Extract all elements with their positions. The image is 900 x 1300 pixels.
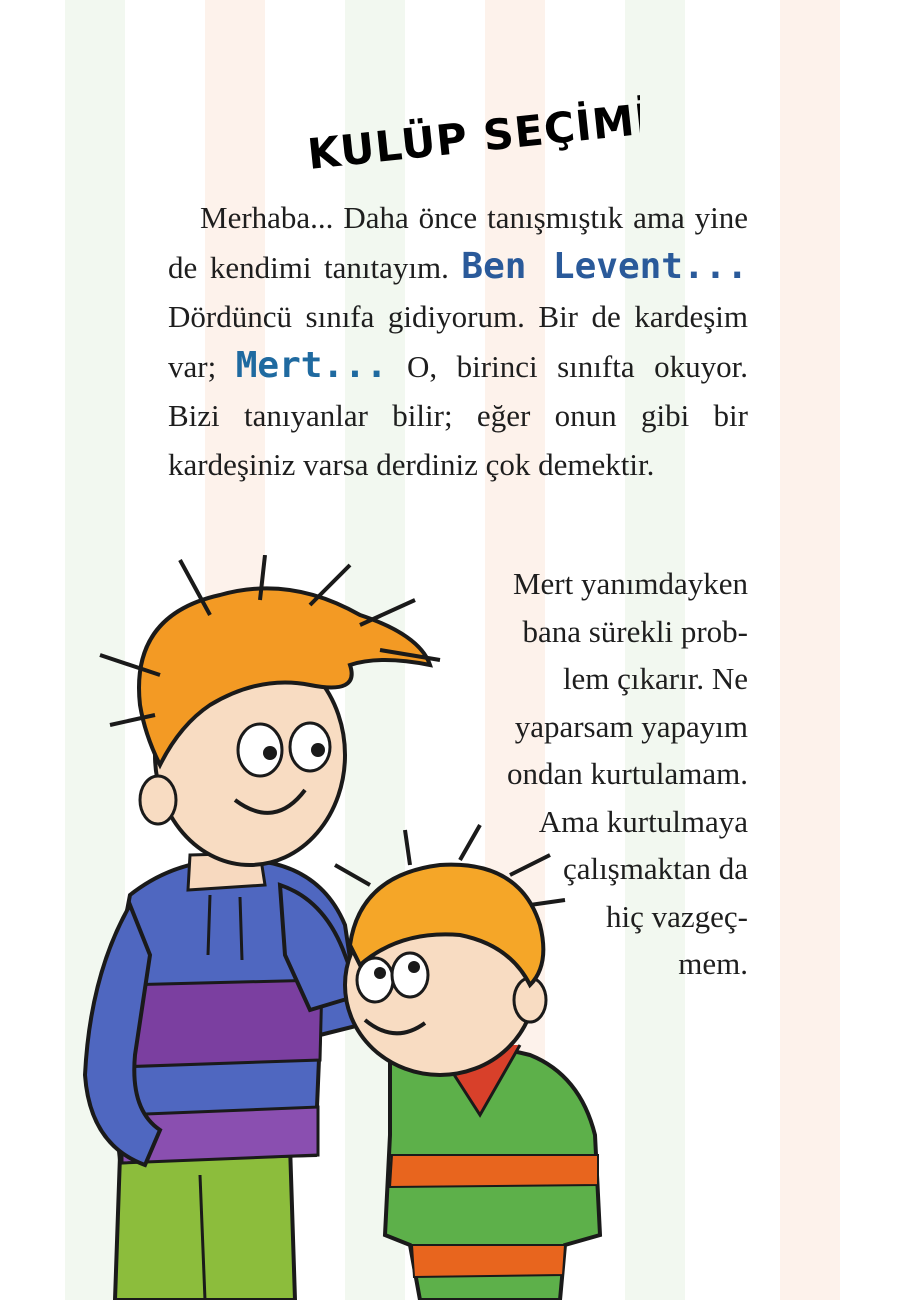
paragraph-line: bana sürekli prob- [522,613,748,649]
chapter-title-text: KULÜP SEÇİMİ [305,94,640,170]
intro-text-end: O, birinci sınıfta okuyor. Bizi tanıyanlar bilir; eğer onun gibi bir kardeşiniz varsa derdiniz çok demektir. [168,349,748,482]
younger-brother [335,825,600,1300]
paragraph-line: Mert yanımdayken [512,566,748,601]
name-levent: Ben Levent... [461,246,748,287]
paragraph-line: ondan kurtulamam. [506,756,748,791]
intro-paragraph [168,193,748,489]
paragraph-line: mem. [678,946,748,981]
chapter-title [300,90,640,170]
paragraph-line: lem çıkarır. Ne [562,661,748,696]
paragraph-line: Ama kurtulmaya [538,803,748,839]
background-stripe [780,0,840,1300]
paragraph-line: hiç vazgeç- [606,898,748,934]
intro-text-start: Merhaba... Daha önce tanışmıştık ama yine de kendimi tanıtayım. [168,200,748,285]
chapter-title-art [300,90,640,170]
intro-text-middle: Dördüncü sınıfa gidiyorum. Bir de kardeşim var; [168,299,748,384]
paragraph-line: yaparsam yapayım [514,708,748,744]
paragraph-line: çalışmaktan da [562,851,748,886]
brothers-illustration [60,555,620,1300]
name-mert: Mert... [235,345,388,386]
